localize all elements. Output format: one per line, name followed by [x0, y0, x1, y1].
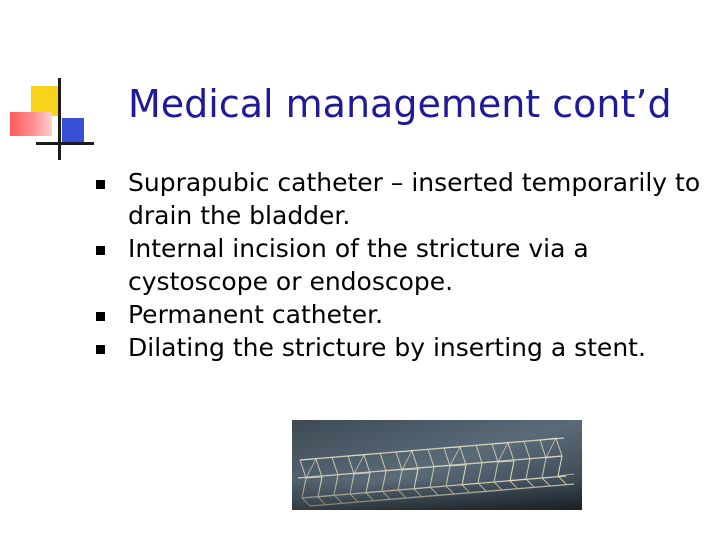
bullet-item	[92, 298, 712, 331]
logo-red-bar	[10, 112, 52, 136]
bullet-square-icon	[96, 246, 105, 255]
bullet-square-icon	[96, 180, 105, 189]
decorative-logo	[0, 0, 110, 170]
bullet-square-icon	[96, 345, 105, 354]
bullet-square-icon	[96, 312, 105, 321]
bullet-text: Permanent catheter.	[128, 300, 384, 329]
bullet-item	[92, 331, 712, 364]
bullet-list	[92, 166, 712, 364]
logo-blue-square	[62, 118, 84, 144]
stent-photo	[292, 420, 582, 510]
bullet-item	[92, 232, 712, 298]
logo-horizontal-line	[36, 142, 94, 145]
bullet-item	[92, 166, 712, 232]
bullet-text: Dilating the stricture by inserting a stent.	[128, 333, 646, 362]
bullet-text: Internal incision of the stricture via a cystoscope or endoscope.	[128, 234, 589, 296]
bullet-text: Suprapubic catheter – inserted temporarily to drain the bladder.	[128, 168, 701, 230]
logo-vertical-line	[58, 78, 61, 160]
slide-title: Medical management cont’d	[128, 82, 672, 126]
